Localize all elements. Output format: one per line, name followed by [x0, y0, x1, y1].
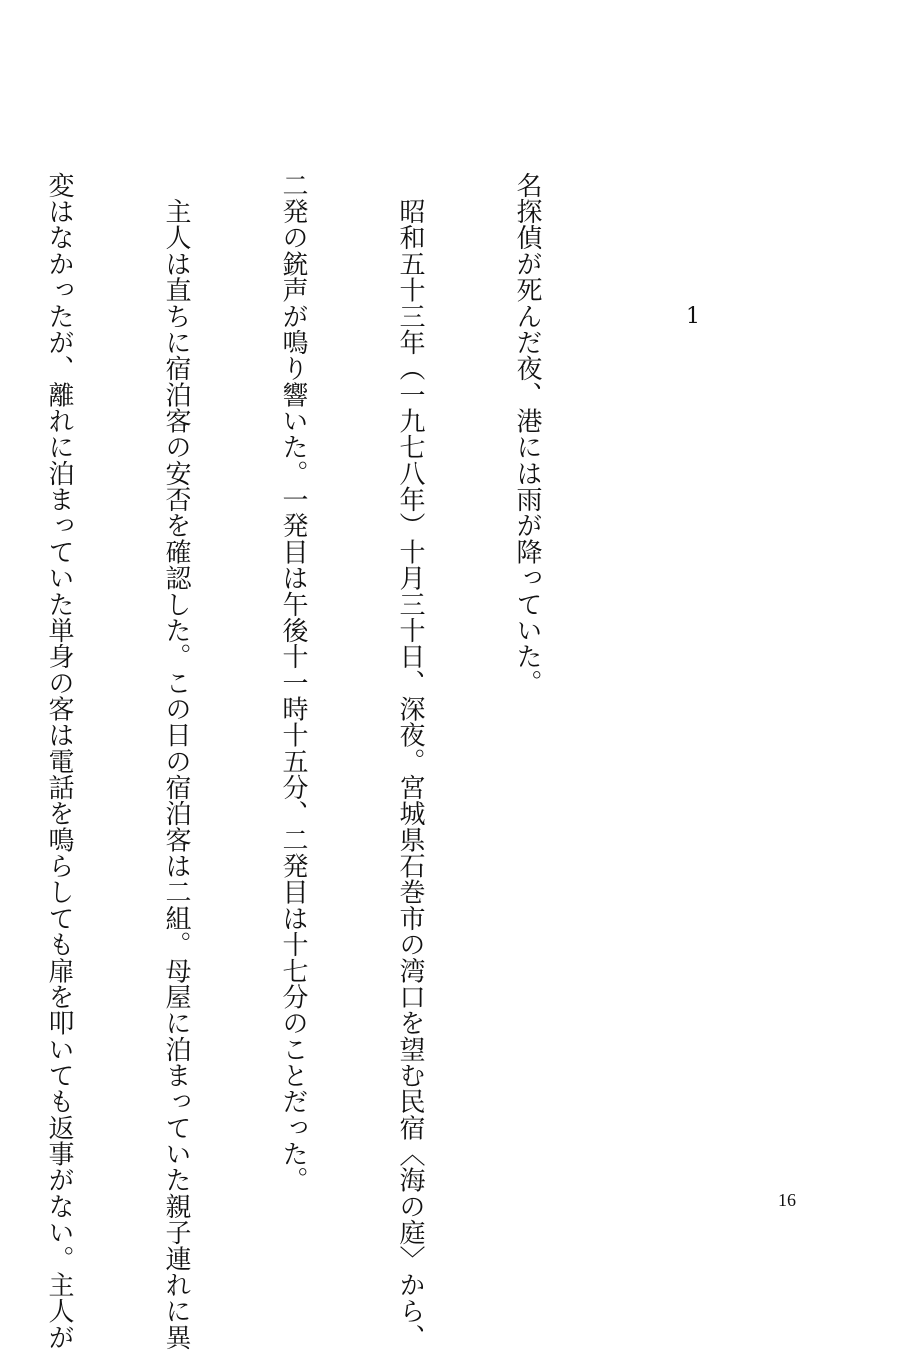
chapter-number: 1 — [686, 304, 700, 329]
body-text — [0, 172, 624, 1350]
text-line: 二発の銃声が鳴り響いた。一発目は午後十一時十五分、二発目は十七分のことだった。 — [278, 172, 308, 1194]
page-number: 16 — [778, 1190, 796, 1210]
text-line: 変はなかったが、離れに泊まっていた単身の客は電話を鳴らしても扉を叩いても返事がない。主人が — [44, 172, 74, 1350]
text-line: 主人は直ちに宿泊客の安否を確認した。この日の宿泊客は二組。母屋に泊まっていた親子連れに異 — [161, 172, 191, 1350]
text-line: 名探偵が死んだ夜、港には雨が降っていた。 — [512, 172, 542, 696]
text-line: 昭和五十三年（一九七八年）十月三十日、深夜。宮城県石巻市の湾口を望む民宿〈海の庭〉から、 — [395, 172, 425, 1350]
